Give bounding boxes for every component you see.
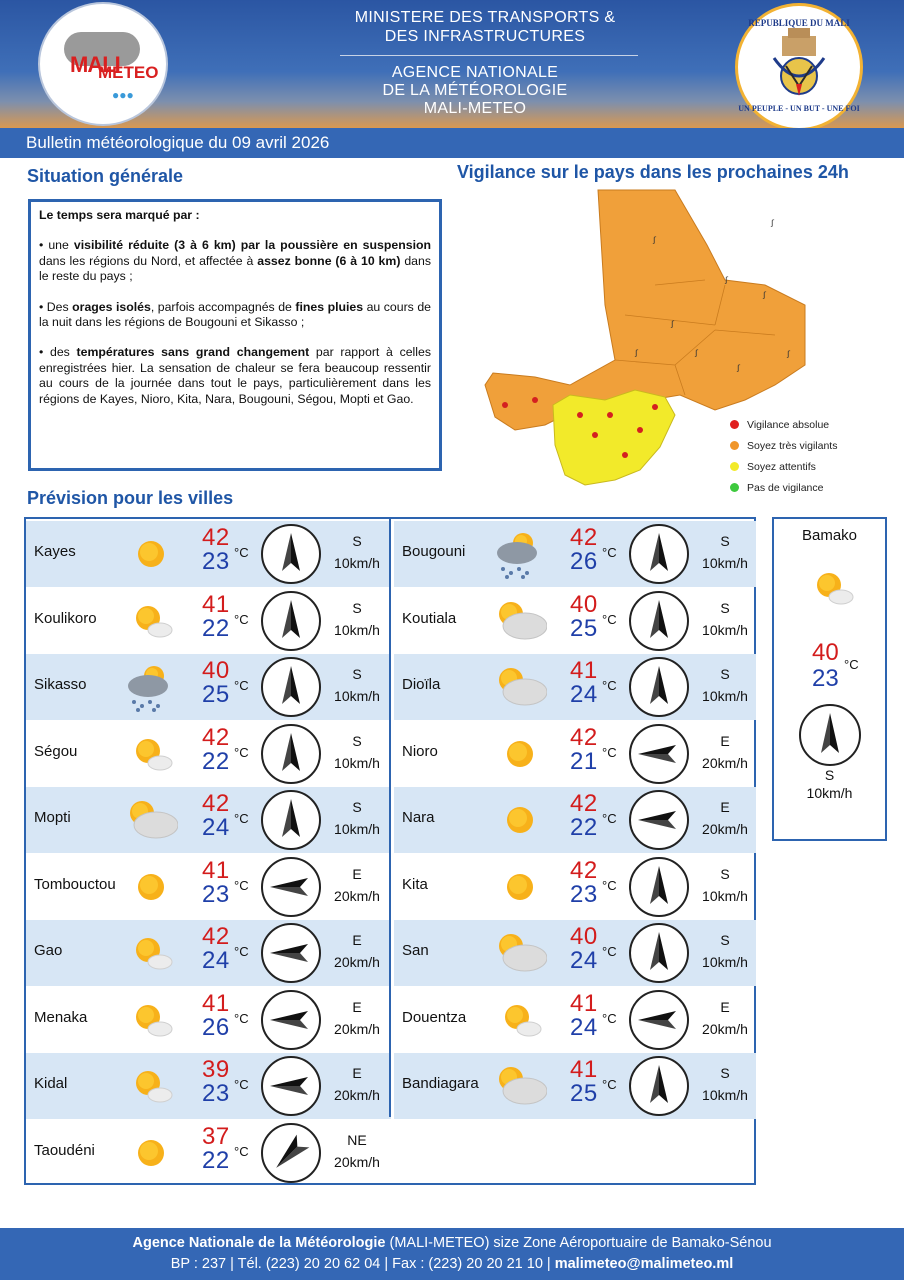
temp-max: 40 xyxy=(202,657,230,684)
wind-compass-icon xyxy=(628,656,690,718)
temp-min: 26 xyxy=(570,548,598,575)
situation-title: Situation générale xyxy=(27,166,184,186)
temp-unit: °C xyxy=(234,944,249,959)
temp-unit: °C xyxy=(234,811,249,826)
wind-compass-icon xyxy=(260,1055,322,1117)
city-name: Nara xyxy=(402,809,435,826)
situation-paragraph-3: • des températures sans grand changement par rapport à celles enregistrées hier. La sensation de chaleur se fera beaucoup ressentir au cours de la journée dans tout le pays, particulièrement dans les régions de Kayes, Nioro, Kita, Nara, Bougouni, Ségou, Mopti et Gao. xyxy=(39,345,432,406)
temp-unit: °C xyxy=(234,1143,249,1159)
city-name: Tombouctou xyxy=(34,875,116,893)
wind-speed: 10km/h xyxy=(702,887,748,904)
temp-min: 22 xyxy=(570,814,598,841)
svg-text:ᶴ: ᶴ xyxy=(653,235,658,251)
sun-big-cloud-icon xyxy=(493,662,547,712)
temp-unit: °C xyxy=(602,811,617,826)
temp-max: 40 xyxy=(570,923,598,950)
temp-unit: °C xyxy=(602,944,617,959)
footer-line-1: Agence Nationale de la Météorologie (MALI-METEO) size Zone Aéroportuaire de Bamako-Sénou xyxy=(132,1235,772,1251)
svg-text:ᶴ: ᶴ xyxy=(771,218,776,234)
svg-text:ᶴ: ᶴ xyxy=(635,348,640,364)
city-row-gao xyxy=(26,920,391,986)
wind-direction: E xyxy=(352,1065,362,1081)
wind-direction: S xyxy=(352,732,362,749)
temp-min: 24 xyxy=(202,814,230,841)
header-banner xyxy=(0,0,904,130)
city-name: Koulikoro xyxy=(34,609,97,627)
temp-max: 42 xyxy=(570,856,598,884)
temp-max: 42 xyxy=(202,923,230,950)
wind-compass-icon xyxy=(628,989,690,1051)
legend-dot-icon xyxy=(730,420,739,429)
temp-min: 21 xyxy=(570,747,598,775)
wind-compass-icon xyxy=(260,590,322,652)
temp-max: 41 xyxy=(570,989,598,1017)
legend-label: Soyez très vigilants xyxy=(747,439,838,452)
city-name: Nioro xyxy=(402,742,438,760)
wind-speed: 10km/h xyxy=(702,954,748,970)
legend-dot-icon xyxy=(730,483,739,492)
sun-icon xyxy=(124,1128,178,1178)
temp-min: 22 xyxy=(202,614,230,642)
temp-unit: °C xyxy=(234,611,249,627)
sun-big-cloud-icon xyxy=(493,1061,547,1111)
column-divider xyxy=(389,517,391,1117)
wind-direction: S xyxy=(720,533,730,549)
temp-unit: °C xyxy=(234,744,249,760)
temp-max: 42 xyxy=(202,723,230,751)
legend-dot-icon xyxy=(730,441,739,450)
temp-min: 26 xyxy=(202,1013,230,1041)
bulletin-title: Bulletin météorologique du 09 avril 2026 xyxy=(26,133,330,152)
temp-min: 22 xyxy=(202,1146,230,1174)
temp-min: 23 xyxy=(570,880,598,908)
temp-unit: °C xyxy=(602,877,617,893)
wind-compass-icon xyxy=(628,590,690,652)
temp-max: 41 xyxy=(202,989,230,1017)
city-name: Kita xyxy=(402,875,428,893)
city-name: Bandiagara xyxy=(402,1075,479,1092)
city-name: Mopti xyxy=(34,809,71,826)
wind-speed: 10km/h xyxy=(334,754,380,771)
bamako-name: Bamako xyxy=(801,527,858,544)
temp-unit: °C xyxy=(234,545,249,560)
wind-direction: E xyxy=(352,998,362,1015)
wind-direction: S xyxy=(720,599,730,616)
legend-label: Pas de vigilance xyxy=(747,481,824,494)
wind-compass-icon xyxy=(260,922,322,984)
wind-direction: S xyxy=(720,666,730,682)
legend-item xyxy=(730,456,837,477)
wind-compass-icon xyxy=(260,856,322,918)
wind-speed: 20km/h xyxy=(334,1153,380,1170)
agency-title: AGENCE NATIONALE DE LA MÉTÉOROLOGIE MALI-METEO xyxy=(382,64,568,117)
temp-unit: °C xyxy=(234,877,249,893)
wind-speed: 20km/h xyxy=(334,1020,380,1037)
temp-max: 42 xyxy=(202,790,230,817)
city-name: Dioïla xyxy=(402,676,441,693)
svg-text:ᶴ: ᶴ xyxy=(725,275,730,291)
wind-speed: 20km/h xyxy=(702,1020,748,1037)
wind-speed: 20km/h xyxy=(334,1087,380,1103)
sun-cloud-icon xyxy=(124,729,178,779)
wind-compass-icon xyxy=(260,789,322,851)
wind-direction: NE xyxy=(347,1131,367,1148)
temp-max: 40 xyxy=(812,639,839,666)
city-row-douentza xyxy=(394,987,756,1053)
wind-compass-icon xyxy=(260,1122,322,1184)
city-row-bougouni xyxy=(394,521,756,587)
city-row-tombouctou xyxy=(26,854,391,920)
sun-icon xyxy=(124,529,178,579)
city-name: Taoudéni xyxy=(34,1141,95,1159)
wind-direction: S xyxy=(720,865,730,882)
storm-rain-icon xyxy=(493,529,547,579)
bamako-panel xyxy=(772,517,887,841)
temp-min: 24 xyxy=(570,681,598,708)
temp-max: 42 xyxy=(202,524,230,551)
storm-rain-icon xyxy=(124,662,178,712)
legend-item xyxy=(730,414,837,435)
city-row-sikasso xyxy=(26,654,391,720)
temp-min: 24 xyxy=(570,947,598,974)
temp-min: 23 xyxy=(812,665,839,692)
temp-max: 39 xyxy=(202,1056,230,1083)
svg-text:ᶴ: ᶴ xyxy=(737,363,742,379)
sun-cloud-icon xyxy=(124,1061,178,1111)
vigilance-legend xyxy=(730,414,837,498)
temp-min: 24 xyxy=(202,947,230,974)
footer-line-2: BP : 237 | Tél. (223) 20 20 62 04 | Fax : (223) 20 20 21 10 | malimeteo@malimeteo.ml xyxy=(170,1256,734,1272)
temp-max: 41 xyxy=(570,657,598,684)
ministry-title: MINISTERE DES TRANSPORTS & DES INFRASTRUCTURES xyxy=(354,9,616,45)
wind-speed: 10km/h xyxy=(334,621,380,638)
situation-box xyxy=(28,199,442,471)
wind-speed: 20km/h xyxy=(334,954,380,970)
city-row-dioïla xyxy=(394,654,756,720)
vigilance-title: Vigilance sur le pays dans les prochaines 24h xyxy=(457,162,849,182)
sun-icon xyxy=(493,795,547,845)
wind-direction: S xyxy=(352,599,362,616)
sun-big-cloud-icon xyxy=(124,795,178,845)
sun-cloud-icon xyxy=(493,995,547,1045)
city-row-nara xyxy=(394,787,756,853)
temp-max: 41 xyxy=(202,856,230,884)
wind-compass-icon xyxy=(260,723,322,785)
sun-icon xyxy=(493,729,547,779)
temp-unit: °C xyxy=(602,744,617,760)
city-row-kita xyxy=(394,854,756,920)
wind-direction: S xyxy=(352,666,362,682)
wind-compass-icon xyxy=(260,989,322,1051)
map-yellow-region xyxy=(553,390,675,485)
temp-unit: °C xyxy=(602,1010,617,1026)
wind-direction: E xyxy=(720,998,730,1015)
city-row-san xyxy=(394,920,756,986)
city-name: Koutiala xyxy=(402,609,457,627)
temp-max: 37 xyxy=(202,1122,230,1150)
republic-emblem: REPUBLIQUE DU MALI UN PEUPLE - UN BUT - UNE FOI xyxy=(735,3,863,131)
wind-direction: S xyxy=(720,932,730,948)
city-name: San xyxy=(402,942,429,959)
temp-max: 41 xyxy=(570,1056,598,1083)
temp-unit: °C xyxy=(602,545,617,560)
city-row-nioro xyxy=(394,721,756,787)
city-name: Douentza xyxy=(402,1008,467,1026)
wind-direction: E xyxy=(720,732,730,749)
legend-item xyxy=(730,477,837,498)
city-name: Kayes xyxy=(34,543,76,560)
svg-text:ᶴ: ᶴ xyxy=(695,348,700,364)
svg-text:ᶴ: ᶴ xyxy=(671,319,676,335)
wind-compass-icon xyxy=(260,523,322,585)
logo-drops-icon: ●●● xyxy=(112,88,134,102)
city-row-kayes xyxy=(26,521,391,587)
city-row-ségou xyxy=(26,721,391,787)
wind-speed: 10km/h xyxy=(334,821,380,837)
city-name: Kidal xyxy=(34,1075,68,1092)
situation-paragraph-2: • Des orages isolés, parfois accompagnés de fines pluies au cours de la nuit dans les régions de Bougouni et Sikasso ; xyxy=(39,299,432,330)
city-row-kidal xyxy=(26,1053,391,1119)
temp-unit: °C xyxy=(234,678,249,693)
temp-unit: °C xyxy=(234,1077,249,1092)
situation-lead: Le temps sera marqué par : xyxy=(39,208,200,222)
temp-max: 42 xyxy=(570,790,598,817)
sun-icon xyxy=(124,862,178,912)
sun-cloud-icon xyxy=(124,995,178,1045)
wind-direction: S xyxy=(824,767,835,783)
wind-compass-icon xyxy=(628,922,690,984)
city-name: Menaka xyxy=(34,1008,88,1026)
wind-speed: 20km/h xyxy=(702,754,748,771)
temp-unit: °C xyxy=(602,611,617,627)
sun-big-cloud-icon xyxy=(493,596,547,646)
temp-min: 22 xyxy=(202,747,230,775)
wind-speed: 10km/h xyxy=(702,621,748,638)
city-row-bandiagara xyxy=(394,1053,756,1119)
temp-unit: °C xyxy=(234,1010,249,1026)
wind-speed: 10km/h xyxy=(334,555,380,571)
city-name: Bougouni xyxy=(402,543,466,560)
temp-max: 41 xyxy=(202,590,230,618)
sun-big-cloud-icon xyxy=(493,928,547,978)
city-name: Sikasso xyxy=(34,676,87,693)
city-row-koulikoro xyxy=(26,588,391,654)
city-row-mopti xyxy=(26,787,391,853)
wind-compass-icon xyxy=(628,856,690,918)
header-divider xyxy=(340,55,638,56)
wind-direction: S xyxy=(352,799,362,815)
temp-unit: °C xyxy=(602,678,617,693)
temp-min: 25 xyxy=(570,1080,598,1107)
wind-speed: 10km/h xyxy=(702,555,748,571)
wind-compass-icon xyxy=(798,703,862,772)
temp-unit: °C xyxy=(602,1077,617,1092)
wind-direction: E xyxy=(720,799,730,815)
forecast-title: Prévision pour les villes xyxy=(27,488,234,508)
temp-max: 40 xyxy=(570,590,598,618)
legend-item xyxy=(730,435,837,456)
temp-max: 42 xyxy=(570,524,598,551)
svg-text:ᶴ: ᶴ xyxy=(763,290,768,306)
temp-unit: °C xyxy=(844,657,859,672)
wind-speed: 20km/h xyxy=(702,821,748,837)
svg-text:ᶴ: ᶴ xyxy=(787,349,792,365)
wind-direction: S xyxy=(352,533,362,549)
legend-dot-icon xyxy=(730,462,739,471)
sun-cloud-icon xyxy=(805,563,859,618)
sun-icon xyxy=(493,862,547,912)
temp-min: 25 xyxy=(570,614,598,642)
city-row-menaka xyxy=(26,987,391,1053)
sun-cloud-icon xyxy=(124,928,178,978)
wind-direction: S xyxy=(720,1065,730,1081)
temp-min: 23 xyxy=(202,880,230,908)
wind-compass-icon xyxy=(628,1055,690,1117)
temp-min: 23 xyxy=(202,1080,230,1107)
wind-compass-icon xyxy=(260,656,322,718)
bulletin-title-bar xyxy=(0,128,904,158)
wind-compass-icon xyxy=(628,723,690,785)
wind-compass-icon xyxy=(628,523,690,585)
legend-label: Vigilance absolue xyxy=(747,418,830,431)
wind-speed: 10km/h xyxy=(806,785,853,801)
city-name: Gao xyxy=(34,942,63,959)
footer xyxy=(0,1228,904,1280)
temp-max: 42 xyxy=(570,723,598,751)
wind-speed: 10km/h xyxy=(702,1087,748,1103)
wind-direction: E xyxy=(352,932,362,948)
wind-speed: 10km/h xyxy=(702,688,748,704)
temp-min: 25 xyxy=(202,681,230,708)
wind-speed: 10km/h xyxy=(334,688,380,704)
city-row-taoudéni xyxy=(26,1120,391,1186)
situation-paragraph-1: • une visibilité réduite (3 à 6 km) par la poussière en suspension dans les régions du Nord, et affectée à assez bonne (6 à 10 km) dans le reste du pays ; xyxy=(39,238,432,284)
wind-speed: 20km/h xyxy=(334,887,380,904)
city-name: Ségou xyxy=(34,742,78,760)
wind-direction: E xyxy=(352,865,362,882)
temp-min: 24 xyxy=(570,1013,598,1041)
city-row-koutiala xyxy=(394,588,756,654)
mali-meteo-logo: MALI METEO ●●● xyxy=(38,2,168,126)
temp-min: 23 xyxy=(202,548,230,575)
legend-label: Soyez attentifs xyxy=(747,460,816,473)
sun-cloud-icon xyxy=(124,596,178,646)
wind-compass-icon xyxy=(628,789,690,851)
